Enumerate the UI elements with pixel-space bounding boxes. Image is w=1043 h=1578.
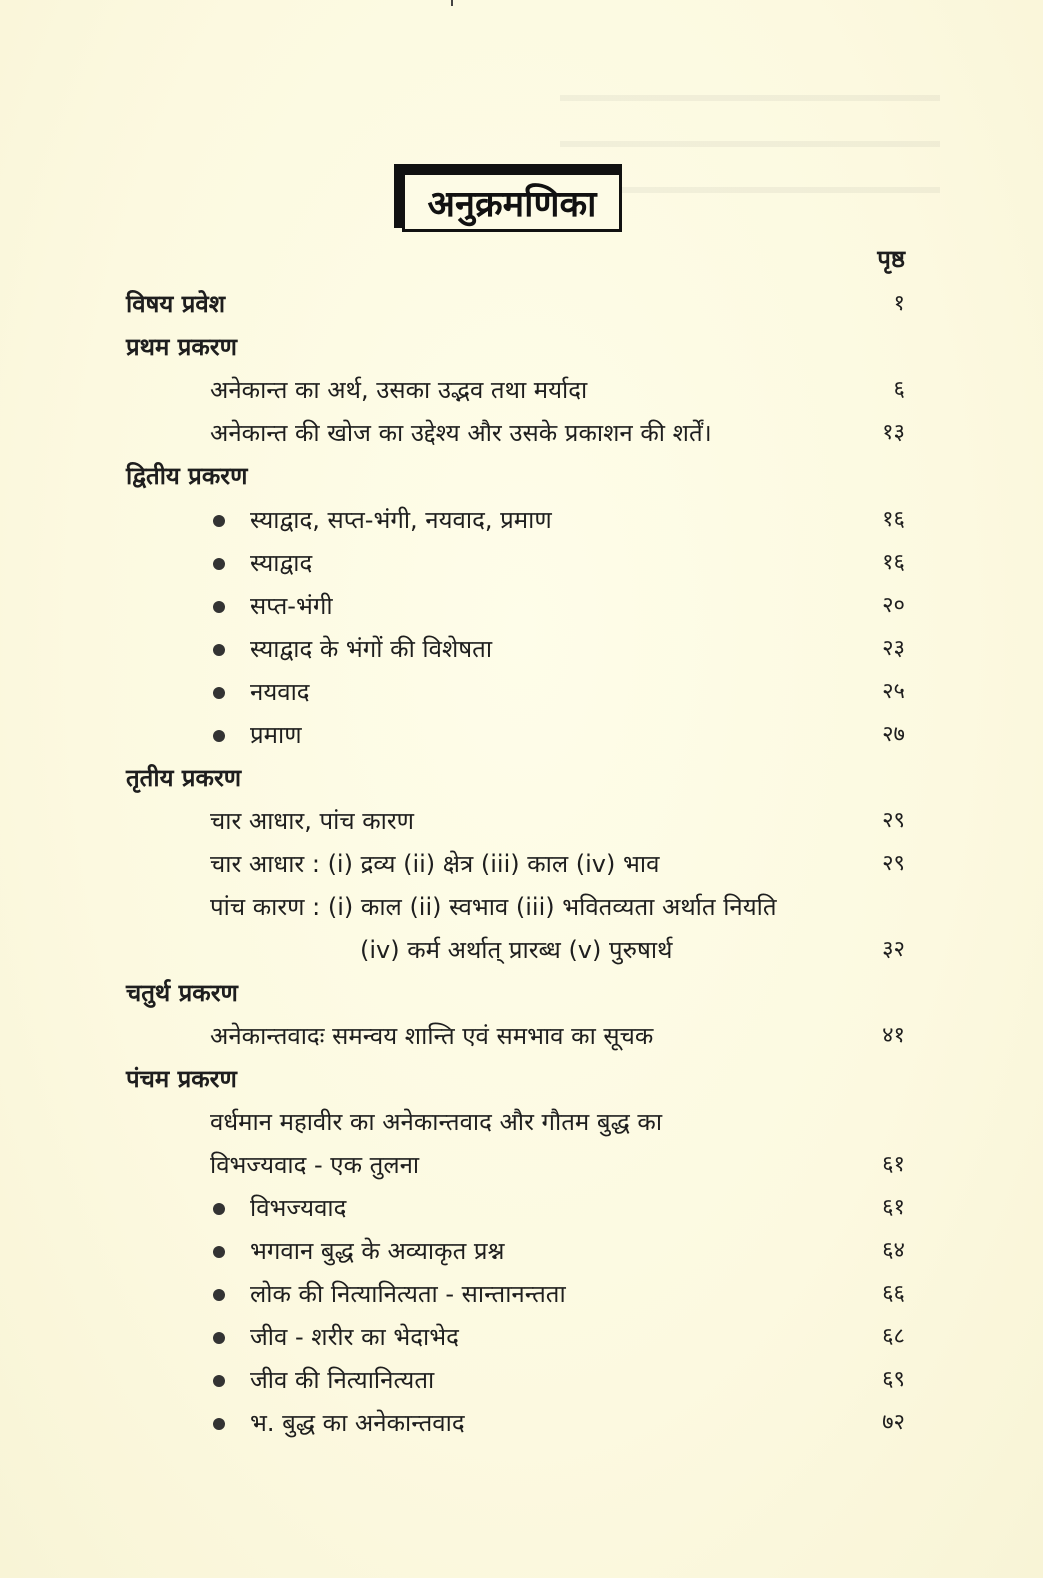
toc-entry — [0, 887, 1043, 927]
toc-entry-label: चार आधार : (i) द्रव्य (ii) क्षेत्र (iii) काल (iv) भाव — [210, 850, 660, 878]
toc-entry — [0, 672, 1043, 712]
toc-page-number: २७ — [882, 722, 905, 747]
toc-entry — [0, 1360, 1043, 1400]
toc-entry-label: विभज्यवाद — [250, 1194, 347, 1222]
toc-page-number: १३ — [882, 420, 905, 445]
toc-chapter-heading — [0, 456, 1043, 496]
toc-entry-label: स्याद्वाद के भंगों की विशेषता — [250, 635, 493, 663]
toc-page-number: ७२ — [882, 1410, 905, 1435]
toc-page-number: २९ — [882, 851, 905, 876]
toc-chapter-heading — [0, 973, 1043, 1013]
toc-entry-label: स्याद्वाद — [250, 549, 313, 577]
bullet-icon — [213, 558, 225, 570]
page-mark — [451, 0, 453, 6]
toc-entry-label: द्वितीय प्रकरण — [126, 462, 248, 490]
toc-chapter-heading — [0, 758, 1043, 798]
toc-page-number: १ — [893, 291, 905, 316]
toc-entry-label: जीव की नित्यानित्यता — [250, 1366, 435, 1394]
toc-entry-label: नयवाद — [250, 678, 310, 706]
bullet-icon — [213, 644, 225, 656]
toc-page-number: ४१ — [882, 1023, 905, 1048]
toc-entry-label: अनेकान्तवादः समन्वय शान्ति एवं समभाव का सूचक — [210, 1022, 654, 1050]
bullet-icon — [213, 1418, 225, 1430]
toc-entry — [0, 1016, 1043, 1056]
toc-entry — [0, 844, 1043, 884]
toc-entry — [0, 930, 1043, 970]
toc-page-number: ६१ — [882, 1152, 905, 1177]
toc-entry-label: स्याद्वाद, सप्त-भंगी, नयवाद, प्रमाण — [250, 506, 552, 534]
toc-page-number: ६९ — [882, 1367, 905, 1392]
toc-page-number: ६६ — [882, 1281, 905, 1306]
toc-chapter-heading — [0, 284, 1043, 324]
toc-entry-label: पांच कारण : (i) काल (ii) स्वभाव (iii) भवितव्यता अर्थात नियति — [210, 893, 777, 921]
bullet-icon — [213, 1246, 225, 1258]
toc-page-number: १६ — [882, 550, 905, 575]
title-frame — [394, 164, 634, 240]
bullet-icon — [213, 601, 225, 613]
bullet-icon — [213, 1375, 225, 1387]
toc-entry — [0, 1102, 1043, 1142]
toc-entry-label: अनेकान्त की खोज का उद्देश्य और उसके प्रकाशन की शर्तें। — [210, 419, 712, 447]
toc-entry — [0, 413, 1043, 453]
toc-entry-label: पंचम प्रकरण — [126, 1065, 237, 1093]
toc-entry — [0, 370, 1043, 410]
toc-chapter-heading — [0, 327, 1043, 367]
toc-entry — [0, 500, 1043, 540]
toc-entry — [0, 586, 1043, 626]
toc-page-number: ६४ — [882, 1238, 905, 1263]
toc-chapter-heading — [0, 1059, 1043, 1099]
bullet-icon — [213, 1332, 225, 1344]
toc-page-number: ६१ — [882, 1195, 905, 1220]
toc-entry-label: प्रथम प्रकरण — [126, 333, 237, 361]
bullet-icon — [213, 687, 225, 699]
toc-entry — [0, 1403, 1043, 1443]
page-column-header: पृष्ठ — [877, 245, 905, 273]
toc-page-number: २५ — [882, 679, 905, 704]
toc-page-number: ६ — [893, 377, 905, 402]
toc-entry-label: सप्त-भंगी — [250, 592, 333, 620]
toc-entry-label: विषय प्रवेश — [126, 290, 226, 318]
toc-entry — [0, 1317, 1043, 1357]
toc-page-number: १६ — [882, 507, 905, 532]
toc-entry-label: वर्धमान महावीर का अनेकान्तवाद और गौतम बुद्ध का — [210, 1108, 663, 1136]
toc-entry-label: प्रमाण — [250, 721, 302, 749]
toc-page-number: २३ — [882, 636, 905, 661]
toc-entry — [0, 543, 1043, 583]
toc-entry-label: (iv) कर्म अर्थात् प्रारब्ध (v) पुरुषार्थ — [360, 936, 673, 964]
bullet-icon — [213, 1289, 225, 1301]
bullet-icon — [213, 515, 225, 527]
toc-entry-label: चार आधार, पांच कारण — [210, 807, 415, 835]
toc-entry — [0, 629, 1043, 669]
toc-entry — [0, 801, 1043, 841]
toc-entry — [0, 715, 1043, 755]
toc-entry-label: भगवान बुद्ध के अव्याकृत प्रश्न — [250, 1237, 505, 1265]
toc-entry-label: विभज्यवाद - एक तुलना — [210, 1151, 420, 1179]
toc-page-number: २० — [882, 593, 905, 618]
toc-entry-label: भ. बुद्ध का अनेकान्तवाद — [250, 1409, 465, 1437]
bullet-icon — [213, 1203, 225, 1215]
toc-entry-label: लोक की नित्यानित्यता - सान्तानन्तता — [250, 1280, 566, 1308]
toc-page-number: २९ — [882, 808, 905, 833]
toc-page-number: ३२ — [882, 937, 905, 962]
toc-entry-label: अनेकान्त का अर्थ, उसका उद्भव तथा मर्यादा — [210, 376, 588, 404]
toc-entry — [0, 1231, 1043, 1271]
toc-entry-label: जीव - शरीर का भेदाभेद — [250, 1323, 459, 1351]
toc-entry — [0, 1145, 1043, 1185]
toc-entry — [0, 1274, 1043, 1314]
toc-page-number: ६८ — [882, 1324, 905, 1349]
bullet-icon — [213, 730, 225, 742]
toc-entry-label: चतुर्थ प्रकरण — [126, 979, 238, 1007]
toc-entry-label: तृतीय प्रकरण — [126, 764, 242, 792]
page-title: अनुक्रमणिका — [402, 172, 622, 232]
toc-entry — [0, 1188, 1043, 1228]
